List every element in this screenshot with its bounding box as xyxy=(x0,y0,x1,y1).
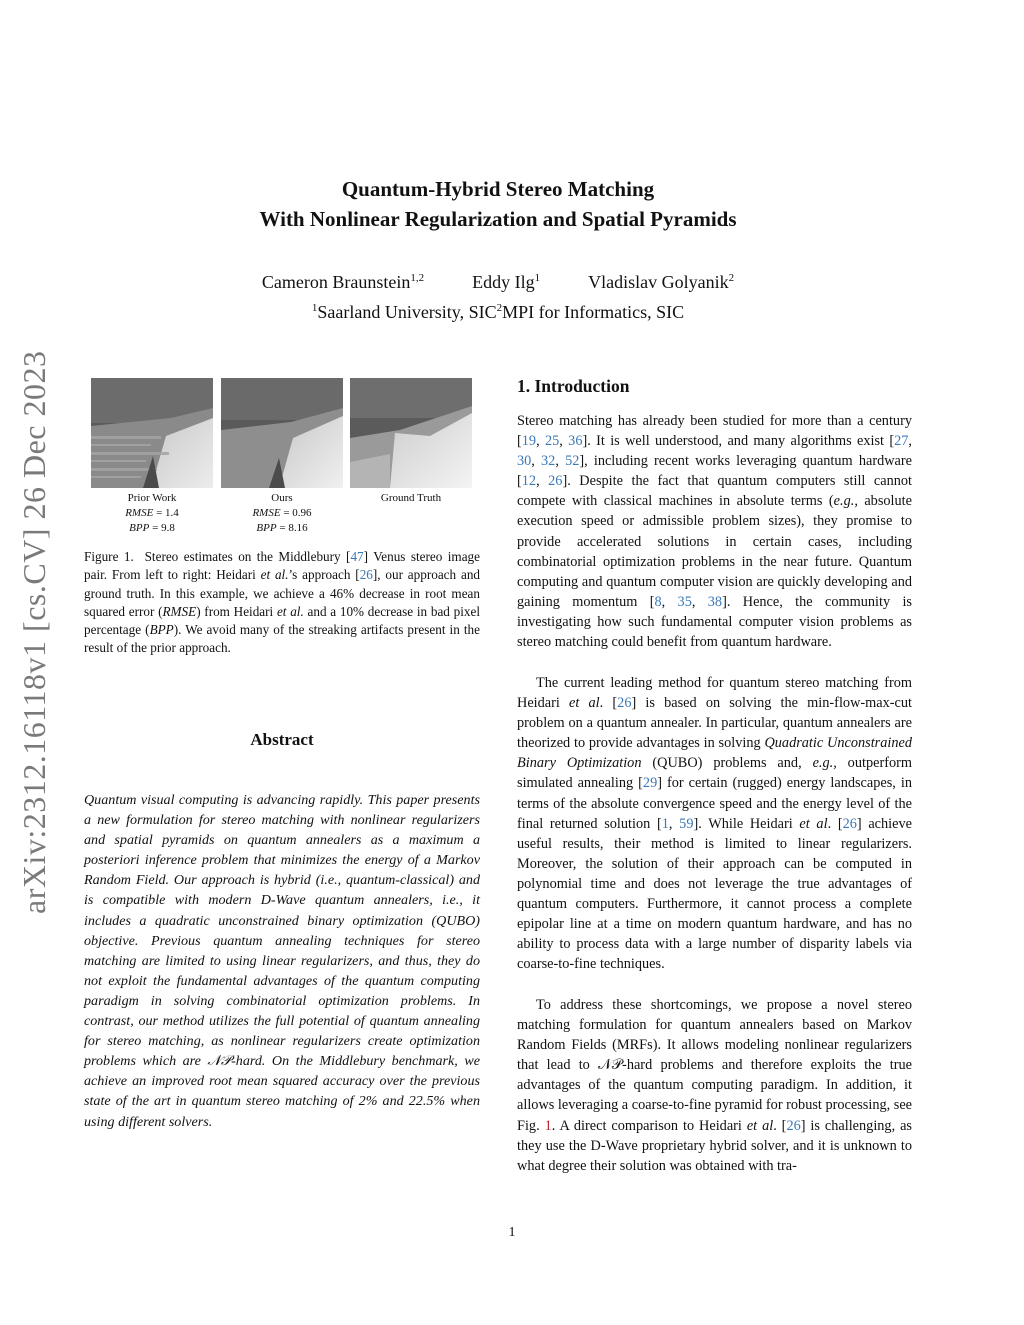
author-3: Vladislav Golyanik$^2$ xyxy=(588,272,735,292)
figure-1-caption: Figure 1. Stereo estimates on the Middlebury [47] Venus stereo image pair. From left to right: Heidari et al.’s approach [26], our approach and ground truth. In this example, we achieve a 46% decrease in root mean squared error (RMSE) from Heidari et al. and a 10% decrease in bad pixel percentage (BPP). We avoid many of the streaking artifacts present in the result of the prior approach. xyxy=(84,549,481,656)
introduction-heading: 1. Introduction xyxy=(517,376,630,396)
title-line-2: With Nonlinear Regularization and Spatial Pyramids xyxy=(259,207,737,231)
author-2: Eddy Ilg$^1$ xyxy=(472,272,541,292)
figure-prior-work-image xyxy=(91,378,213,488)
affiliation-1: $^1$Saarland University, SIC xyxy=(311,302,497,322)
author-1: Cameron Braunstein$^{1,2}$ xyxy=(261,272,425,292)
figure-ours-image xyxy=(221,378,343,488)
affiliation-list xyxy=(130,299,866,325)
paper-title xyxy=(130,174,866,234)
figure-ground-truth-image xyxy=(350,378,472,488)
author-list xyxy=(130,268,866,296)
abstract-heading: Abstract xyxy=(250,730,314,749)
title-line-1: Quantum-Hybrid Stereo Matching xyxy=(341,177,655,201)
abstract-body: Quantum visual computing is advancing rapidly. This paper presents a new formulation for stereo matching with nonlinear regularizers and spatial pyramids on quantum annealers as a maximum a posteriori inference problem that minimizes the energy of a Markov Random Field. Our approach is hybrid (i.e., quantum-classical) and is compatible with modern D-Wave quantum annealers, i.e., it includes a quadratic unconstrained binary optimization (QUBO) objective. Previous quantum annealing techniques for stereo matching are limited to using linear regularizers, and thus, they do not exploit the fundamental advantages of the quantum computing paradigm in solving combinatorial optimization problems. In contrast, our method utilizes the full potential of quantum annealing for stereo matching, as nonlinear regularizers create optimization problems which are 𝒩𝒫-hard. On the Middlebury benchmark, we achieve an improved root mean squared accuracy over the previous state of the art in quantum stereo matching of 2% and 22.5% when using different solvers. xyxy=(84,792,480,1130)
intro-paragraph-3: To address these shortcomings, we propose a novel stereo matching formulation for quantum annealers based on Markov Random Fields (MRFs). It allows modeling nonlinear regularizers that lead to 𝒩𝒫-hard problems and therefore exploits the true advantages of the quantum computing paradigm. In addition, it allows leveraging a coarse-to-fine pyramid for robust processing, see Fig. 1. A direct comparison to Heidari et al. [26] is challenging, as they use the D-Wave proprietary hybrid solver, and it is unknown to what degree their solution was obtained with tra- xyxy=(517,997,913,1174)
page-number: 1 xyxy=(508,1225,516,1240)
figure-caption-prior-work: Prior Work RMSE = 1.4 BPP = 9.8 xyxy=(125,492,179,534)
arxiv-identifier-stamp: arXiv:2312.16118v1 [cs.CV] 26 Dec 2023 xyxy=(16,350,52,914)
figure-caption-ours: Ours RMSE = 0.96 BPP = 8.16 xyxy=(252,492,312,534)
intro-paragraph-1: Stereo matching has already been studied for more than a century [19, 25, 36]. It is well understood, and many algorithms exist [27, 30, 32, 52], including recent works leveraging quantum hardware [12, 26]. Despite the fact that quantum computers still cannot compete with classical machines in absolute terms (e.g., absolute execution speed or admissible problem sizes), they promise to provide accelerated solutions in certain cases, including combinatorial optimization problems in the near future. Quantum computing and quantum computer vision are quickly developing and gaining momentum [8, 35, 38]. Hence, the community is investigating how such fundamental computer vision problems as stereo matching could benefit from quantum hardware. xyxy=(517,413,913,651)
figure-caption-ground-truth: Ground Truth xyxy=(380,492,442,504)
affiliation-2: $^2$MPI for Informatics, SIC xyxy=(496,302,685,322)
intro-paragraph-2: The current leading method for quantum stereo matching from Heidari et al. [26] is based on solving the min-flow-max-cut problem on a quantum annealer. In particular, quantum annealers are theorized to provide advantages in solving Quadratic Unconstrained Binary Optimization (QUBO) problems and, e.g., outperform simulated annealing [29] for certain (rugged) energy landscapes, in terms of the absolute convergence speed and the energy level of the final returned solution [1, 59]. While Heidari et al. [26] achieve useful results, their method is limited to linear regularizers. Moreover, the solution of their approach can be computed in polynomial time and does not leverage the true advantages of quantum computers. Furthermore, it cannot process a complete epipolar line at a time on modern quantum hardware, and has no ability to process data with a large number of disparity labels via coarse-to-fine techniques. xyxy=(517,675,912,973)
